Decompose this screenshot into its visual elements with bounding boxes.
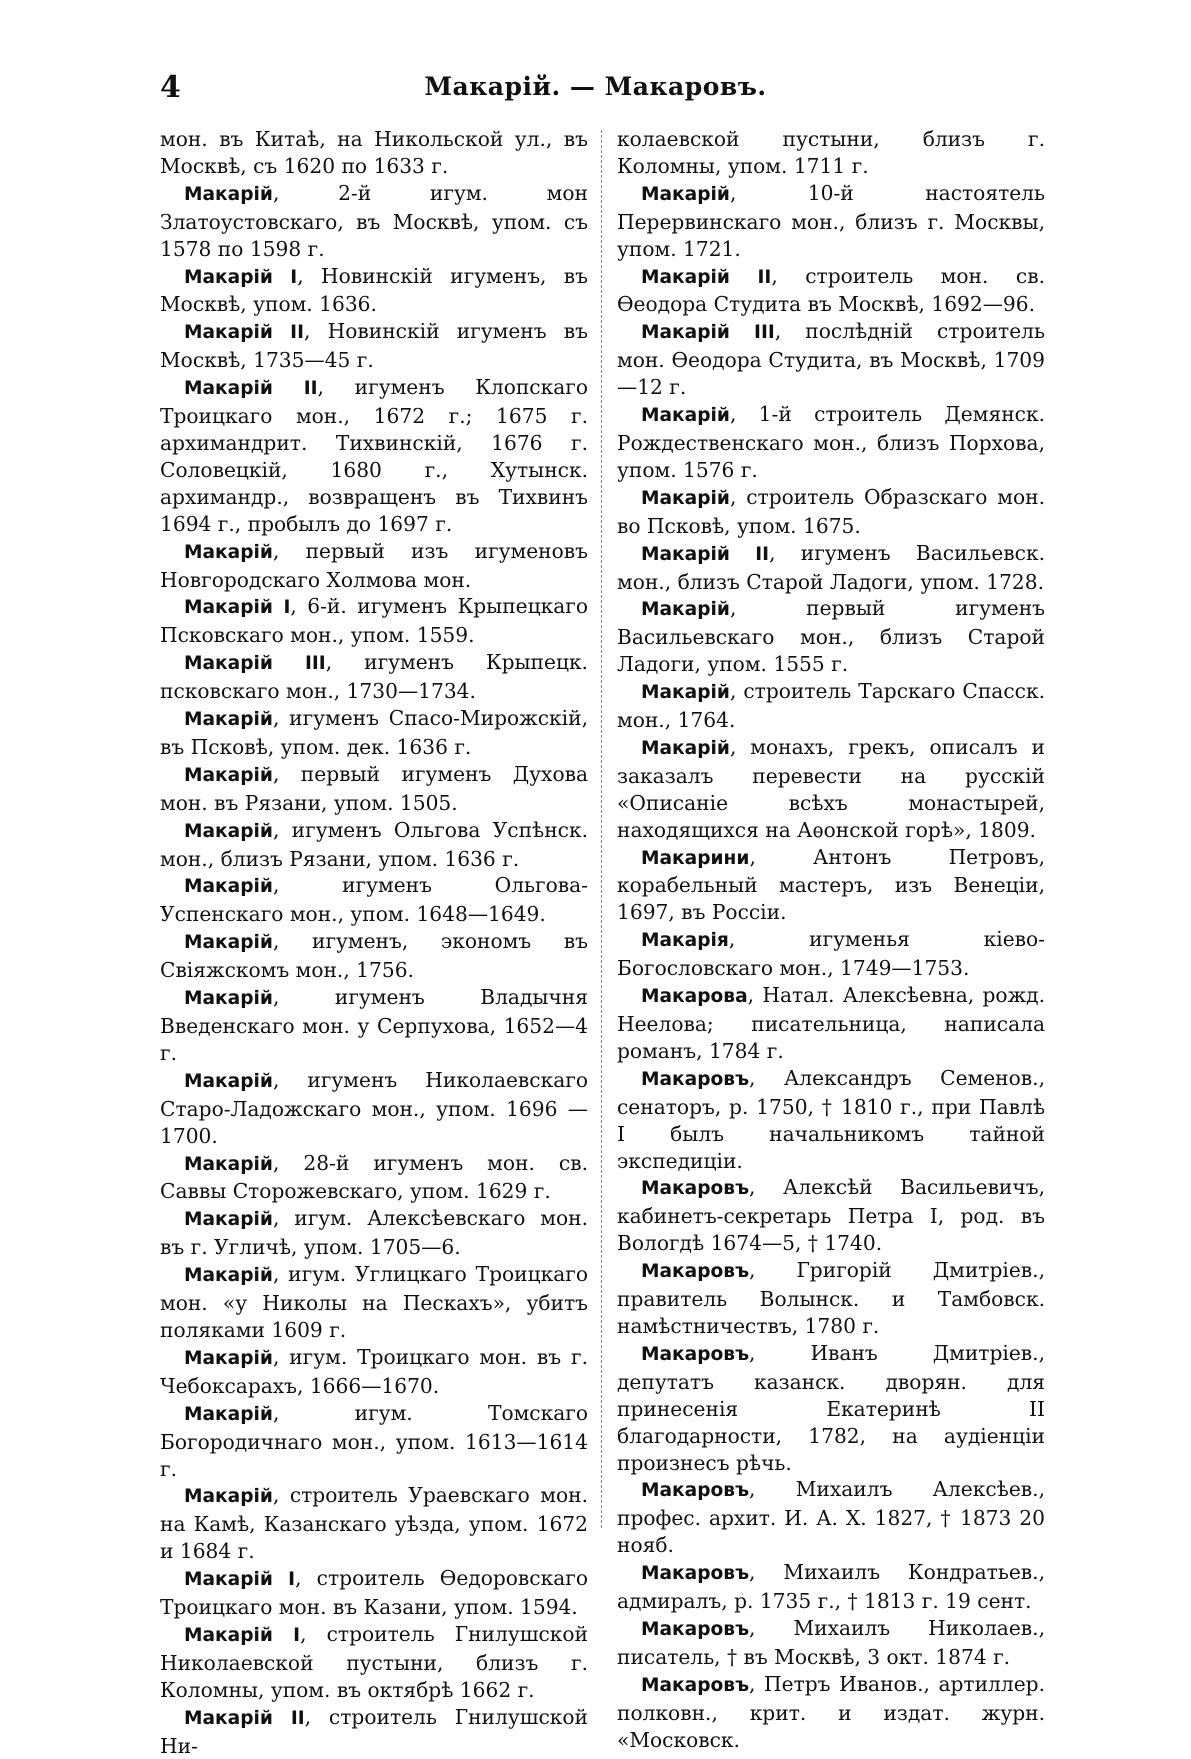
dictionary-entry [617, 1174, 1045, 1257]
dictionary-entry [617, 1476, 1045, 1559]
entry-headword: Макарій [184, 541, 273, 563]
dictionary-entry [160, 1261, 588, 1344]
dictionary-entry [160, 1400, 588, 1483]
dictionary-entry [617, 484, 1045, 540]
entry-text: , первый изъ игуменовъ Новгородскаго Холмова мон. [160, 538, 588, 592]
left-column [160, 126, 588, 1759]
entry-text: , игуменъ Крыпецк. псковскаго мон., 1730—1734. [160, 650, 588, 704]
entry-headword: Макарини [641, 847, 750, 869]
entry-headword: Макарій [184, 876, 273, 898]
entry-headword: Макарій [184, 820, 273, 842]
entry-headword: Макарій [184, 1153, 273, 1175]
entry-text: , 6-й. игуменъ Крыпецкаго Псковскаго мон., упом. 1559. [160, 594, 588, 648]
dictionary-entry [160, 1482, 588, 1565]
entry-headword: Макарій [184, 932, 273, 954]
entry-text: , игуменъ, экономъ въ Свіяжскомъ мон., 1756. [160, 929, 588, 983]
entry-text: , игуменъ Клопскаго Троицкаго мон., 1672 г.; 1675 г. архимандрит. Тихвинскій, 1676 г. Соловецкій, 1680 г., Хутынск. архимандр., возвращенъ въ Тихвинъ 1694 г., пробылъ до 1697 г. [160, 375, 588, 536]
dictionary-entry [160, 180, 588, 263]
entry-text: , Натал. Алексѣевна, рожд. Неелова; писательница, написала романъ, 1784 г. [617, 983, 1045, 1063]
entry-headword: Макарій [184, 1347, 273, 1369]
entry-headword: Макарій I [184, 266, 298, 288]
entry-headword: Макарій II [184, 1707, 305, 1729]
entry-text: , Михаилъ Алексѣев., профес. архит. И. А. Х. 1827, † 1873 20 нояб. [617, 1477, 1045, 1558]
dictionary-entry [160, 538, 588, 594]
entry-text: , строитель Гнилушской Николаевской пустыни, близъ г. Коломны, упом. въ октябрѣ 1662 г. [160, 1621, 588, 1702]
entry-headword: Макарій III [184, 653, 326, 675]
dictionary-entry [617, 926, 1045, 982]
entry-text: , Иванъ Дмитріев., депутатъ казанск. дворян. для принесенія Екатеринѣ II благодарности, 1782, на аудіенціи произнесъ рѣчь. [617, 1340, 1045, 1475]
entry-text: , строитель Образскаго мон. во Псковѣ, упом. 1675. [617, 484, 1045, 538]
entry-text: , Антонъ Петровъ, корабельный мастеръ, изъ Венеціи, 1697, въ Россіи. [617, 844, 1045, 925]
entry-headword: Макарій [184, 764, 273, 786]
entry-text: , Григорій Дмитріев., правитель Волынск. и Тамбовск. намѣстничествъ, 1780 г. [617, 1258, 1045, 1338]
entry-text: , 28-й игуменъ мон. св. Саввы Сторожевскаго, упом. 1629 г. [160, 1150, 588, 1204]
dictionary-entry [617, 734, 1045, 844]
dictionary-entry [160, 705, 588, 761]
entry-text: , строитель Ѳедоровскаго Троицкаго мон. въ Казани, упом. 1594. [160, 1566, 588, 1620]
entry-headword: Макарій [641, 183, 730, 205]
entry-headword: Макарій [641, 487, 730, 509]
dictionary-entry [160, 1621, 588, 1704]
dictionary-entry [617, 263, 1045, 319]
entry-headword: Макаровъ [641, 1674, 750, 1696]
dictionary-entry [617, 126, 1045, 180]
dictionary-entry [617, 1340, 1045, 1477]
dictionary-entry [617, 844, 1045, 927]
entry-text: , Михаилъ Николаев., писатель, † въ Москвѣ, 3 окт. 1874 г. [617, 1615, 1045, 1669]
dictionary-entry [617, 180, 1045, 263]
entry-text: , 1-й строитель Демянск. Рождественскаго мон., близъ Порхова, упом. 1576 г. [617, 402, 1045, 482]
entry-headword: Макарій I [184, 1624, 301, 1646]
entry-text: , первый игуменъ Васильевскаго мон., близъ Старой Ладоги, упом. 1555 г. [617, 596, 1045, 677]
entry-text: , строитель Гнилушской Ни- [160, 1704, 588, 1758]
dictionary-entry [160, 984, 588, 1067]
entry-text: , Новинскій игуменъ, въ Москвѣ, упом. 1636. [160, 263, 588, 317]
entry-headword: Макарій III [641, 322, 775, 344]
entry-text: , игум. Алексѣевскаго мон. въ г. Угличѣ, упом. 1705—6. [160, 1206, 588, 1260]
dictionary-entry [617, 401, 1045, 484]
entry-text: колаевской пустыни, близъ г. Коломны, упом. 1711 г. [617, 127, 1045, 178]
entry-headword: Макарій [184, 1265, 273, 1287]
entry-text: , 10-й настоятель Перервинскаго мон., близъ г. Москвы, упом. 1721. [617, 180, 1045, 261]
entry-text: , первый игуменъ Духова мон. въ Рязани, упом. 1505. [160, 761, 588, 815]
entry-text: , послѣдній строитель мон. Ѳеодора Студита, въ Москвѣ, 1709—12 г. [617, 319, 1045, 400]
entry-headword: Макарова [641, 986, 748, 1008]
entry-text: , Петръ Иванов., артиллер. полковн., крит. и издат. журн. «Московск. [617, 1671, 1045, 1752]
entry-text: , игуменъ Спасо-Мирожскій, въ Псковѣ, упом. дек. 1636 г. [160, 706, 588, 759]
dictionary-entry [160, 263, 588, 319]
entry-headword: Макарій II [184, 322, 305, 344]
entry-headword: Макарій [184, 183, 273, 205]
entry-text: , строитель Ураевскаго мон. на Камѣ, Казанскаго уѣзда, упом. 1672 и 1684 г. [160, 1483, 588, 1564]
entry-headword: Макарій II [641, 543, 770, 565]
entry-headword: Макарій [184, 1209, 273, 1231]
entry-text: , игум. Углицкаго Троицкаго мон. «у Николы на Пескахъ», убитъ поляками 1609 г. [160, 1262, 588, 1342]
entry-text: , игуменъ Николаевскаго Старо-Ладожскаго мон., упом. 1696 — 1700. [160, 1067, 588, 1148]
dictionary-entry [160, 593, 588, 649]
entry-headword: Макарій [184, 1403, 273, 1425]
right-column [617, 126, 1045, 1753]
dictionary-entry [617, 678, 1045, 734]
dictionary-entry [617, 318, 1045, 401]
column-divider [601, 130, 602, 1528]
entry-text: , Алексѣй Васильевичъ, кабинетъ-секретарь Петра I, род. въ Вологдѣ 1674—5, † 1740. [617, 1175, 1045, 1256]
dictionary-entry [617, 1065, 1045, 1175]
entry-text: мон. въ Китаѣ, на Никольской ул., въ Москвѣ, съ 1620 по 1633 г. [160, 127, 588, 178]
dictionary-entry [160, 1344, 588, 1400]
entry-text: , игуменъ Васильевск. мон., близъ Старой Ладоги, упом. 1728. [617, 540, 1045, 594]
entry-text: , Михаилъ Кондратьев., адмиралъ, р. 1735 г., † 1813 г. 19 сент. [617, 1560, 1045, 1614]
dictionary-entry [617, 595, 1045, 678]
dictionary-entry [160, 928, 588, 984]
page-number: 4 [160, 70, 181, 105]
entry-headword: Макарій [184, 709, 273, 731]
dictionary-entry [160, 761, 588, 817]
entry-headword: Макарій [184, 1070, 273, 1092]
entry-headword: Макарія [641, 930, 729, 952]
entry-headword: Макаровъ [641, 1563, 750, 1585]
entry-text: , Новинскій игуменъ въ Москвѣ, 1735—45 г. [160, 319, 588, 373]
dictionary-entry [160, 649, 588, 705]
dictionary-entry [617, 1559, 1045, 1615]
entry-text: , игум. Троицкаго мон. въ г. Чебоксарахъ, 1666—1670. [160, 1344, 588, 1398]
entry-text: , игум. Томскаго Богородичнаго мон., упом. 1613—1614 г. [160, 1400, 588, 1481]
dictionary-entry [160, 1067, 588, 1150]
entry-text: , монахъ, грекъ, описалъ и заказалъ перевести на русскій «Описаніе всѣхъ монастырей, находящихся на Аѳонской горѣ», 1809. [617, 734, 1045, 842]
entry-headword: Макаровъ [641, 1618, 750, 1640]
entry-headword: Макаровъ [641, 1343, 750, 1365]
dictionary-entry [160, 1150, 588, 1206]
dictionary-entry [160, 1205, 588, 1261]
dictionary-entry [617, 1671, 1045, 1754]
entry-text: , игуменъ Владычня Введенскаго мон. у Серпухова, 1652—4 г. [160, 985, 588, 1065]
entry-headword: Макарій [184, 1486, 273, 1508]
dictionary-entry [160, 872, 588, 928]
entry-headword: Макарій [641, 737, 730, 759]
entry-headword: Макарій II [641, 266, 772, 288]
entry-headword: Макаровъ [641, 1068, 750, 1090]
dictionary-entry [160, 817, 588, 873]
entry-text: , игуменъ Ольгова Успѣнск. мон., близъ Рязани, упом. 1636 г. [160, 817, 588, 871]
running-head: Макарій. — Макаровъ. [424, 72, 767, 101]
entry-text: , строитель Тарскаго Спасск. мон., 1764. [617, 679, 1045, 733]
dictionary-entry [160, 1704, 588, 1759]
entry-text: , игуменья кіево-Богословскаго мон., 1749—1753. [617, 927, 1045, 981]
entry-text: , Александръ Семенов., сенаторъ, р. 1750, † 1810 г., при Павлѣ I былъ начальникомъ тайной экспедиціи. [617, 1065, 1045, 1173]
dictionary-entry [617, 540, 1045, 596]
entry-headword: Макарій [641, 405, 730, 427]
entry-headword: Макарій [641, 599, 730, 621]
entry-headword: Макаровъ [641, 1480, 750, 1502]
dictionary-entry [617, 1615, 1045, 1671]
entry-headword: Макарій II [184, 378, 318, 400]
entry-headword: Макаровъ [641, 1261, 750, 1283]
entry-headword: Макарій [184, 988, 273, 1010]
dictionary-entry [617, 1257, 1045, 1340]
entry-headword: Макарій [641, 682, 730, 704]
dictionary-entry [617, 982, 1045, 1065]
dictionary-entry [160, 126, 588, 180]
dictionary-entry [160, 318, 588, 374]
entry-headword: Макарій I [184, 1569, 296, 1591]
entry-text: , 2-й игум. мон Златоустовскаго, въ Москвѣ, упом. съ 1578 по 1598 г. [160, 180, 588, 261]
entry-headword: Макарій I [184, 597, 291, 619]
dictionary-entry [160, 374, 588, 537]
entry-text: , строитель мон. св. Ѳеодора Студита въ Москвѣ, 1692—96. [617, 263, 1045, 317]
entry-text: , игуменъ Ольгова-Успенскаго мон., упом. 1648—1649. [160, 873, 588, 927]
entry-headword: Макаровъ [641, 1178, 750, 1200]
dictionary-entry [160, 1565, 588, 1621]
